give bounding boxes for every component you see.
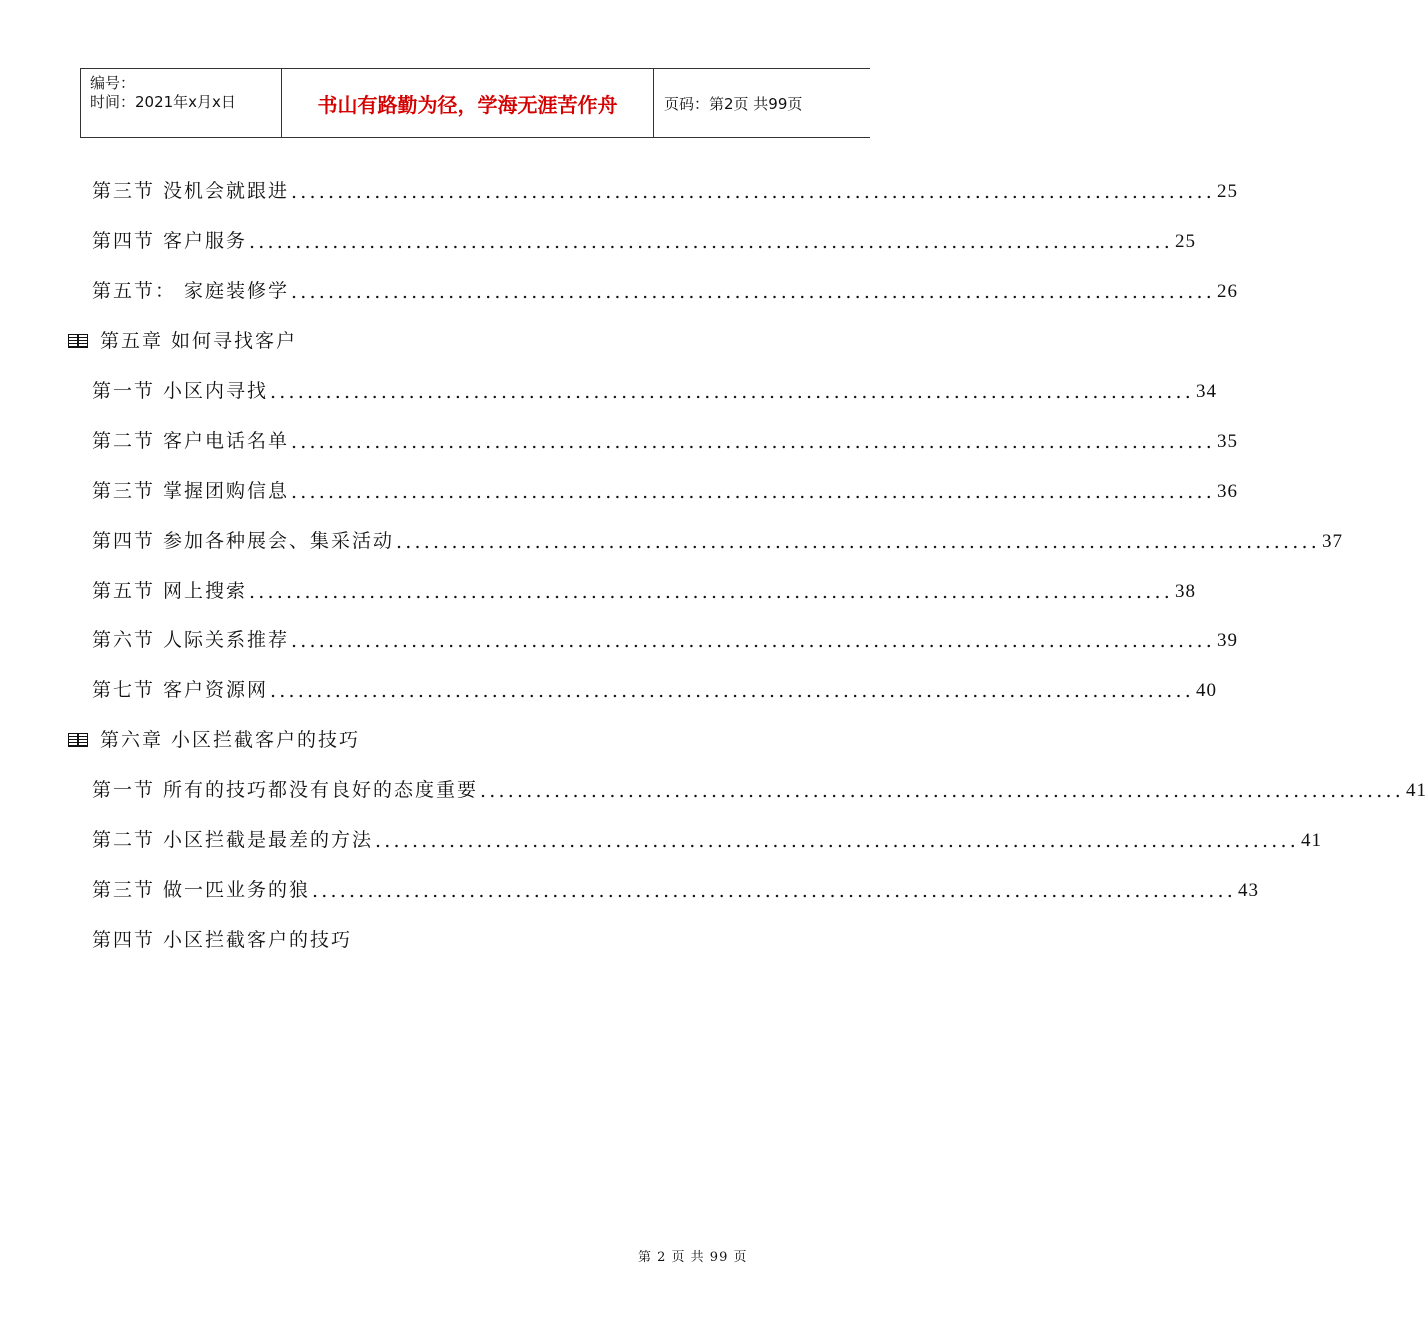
header-meta-cell	[80, 69, 282, 137]
toc-entry[interactable]	[92, 375, 1218, 403]
toc-entry-page: 41	[1406, 780, 1427, 801]
toc-leader-dots: ....................................................................................................	[291, 481, 1216, 503]
toc-entry-title: 第三节 掌握团购信息	[92, 480, 290, 502]
toc-entry-title: 第三节 没机会就跟进	[92, 180, 290, 202]
toc-entry[interactable]	[92, 225, 1197, 253]
toc-entry-page: 36	[1217, 481, 1239, 502]
page-footer: 第 2 页 共 99 页	[638, 1250, 748, 1265]
toc-leader-dots: ....................................................................................................	[375, 830, 1300, 852]
toc-entry-title: 第二节 客户电话名单	[92, 430, 290, 452]
toc-chapter[interactable]	[68, 724, 360, 752]
toc-chapter-title: 第五章 如何寻找客户	[100, 330, 298, 352]
toc-entry[interactable]	[92, 475, 1239, 503]
book-icon	[68, 334, 88, 348]
toc-leader-dots: ....................................................................................................	[270, 381, 1195, 403]
toc-entry-page: 26	[1217, 281, 1239, 302]
toc-entry-page: 25	[1217, 181, 1239, 202]
toc-leader-dots: ....................................................................................................	[291, 181, 1216, 203]
toc-entry-page: 34	[1196, 381, 1218, 402]
toc-leader-dots: ....................................................................................................	[249, 231, 1174, 253]
toc-leader-dots: ....................................................................................................	[480, 780, 1405, 802]
toc-entry[interactable]	[92, 175, 1239, 203]
toc-entry-page: 35	[1217, 431, 1239, 452]
header-number-label: 编号：	[90, 74, 136, 92]
toc-entry-title: 第四节 参加各种展会、集采活动	[92, 530, 395, 552]
toc-entry-page: 38	[1175, 581, 1197, 602]
toc-chapter-title: 第六章 小区拦截客户的技巧	[100, 729, 361, 751]
toc-entry[interactable]	[92, 525, 1344, 553]
toc-leader-dots: ....................................................................................................	[270, 680, 1195, 702]
toc-entry-title: 第三节 做一匹业务的狼	[92, 879, 311, 901]
toc-entry-page: 40	[1196, 680, 1218, 701]
toc-leader-dots: ....................................................................................................	[291, 630, 1216, 652]
toc-chapter[interactable]	[68, 325, 297, 353]
toc-entry-title: 第六节 人际关系推荐	[92, 629, 290, 651]
toc-entry[interactable]	[92, 774, 1427, 802]
toc-entry[interactable]	[92, 924, 738, 952]
toc-entry-title: 第七节 客户资源网	[92, 679, 269, 701]
toc-entry-title: 第五节： 家庭装修学	[92, 280, 290, 302]
toc-entry-page: 41	[1301, 830, 1323, 851]
book-icon	[68, 733, 88, 747]
toc-entry[interactable]	[92, 575, 1197, 603]
toc-entry-title: 第四节 小区拦截客户的技巧	[92, 929, 353, 951]
header-time-label: 时间：2021年x月x日	[90, 93, 236, 111]
toc-leader-dots: ....................................................................................................	[396, 531, 1321, 553]
toc-entry-title: 第一节 小区内寻找	[92, 380, 269, 402]
header-motto: 书山有路勤为径，学海无涯苦作舟	[282, 69, 654, 137]
toc-entry-title: 第一节 所有的技巧都没有良好的态度重要	[92, 779, 479, 801]
toc-entry[interactable]	[92, 275, 1239, 303]
header-page-info: 页码：第2页 共99页	[664, 94, 803, 113]
toc-entry[interactable]	[92, 674, 1218, 702]
toc-entry[interactable]	[92, 874, 1260, 902]
toc-entry-title: 第四节 客户服务	[92, 230, 248, 252]
toc-leader-dots: ....................................................................................................	[291, 431, 1216, 453]
page-header	[80, 68, 870, 138]
toc-entry-page: 25	[1175, 231, 1197, 252]
toc-entry[interactable]	[92, 824, 1323, 852]
toc-entry-page: 37	[1322, 531, 1344, 552]
toc-leader-dots: ....................................................................................................	[249, 581, 1174, 603]
toc-entry-title: 第二节 小区拦截是最差的方法	[92, 829, 374, 851]
toc-entry-page: 43	[1238, 880, 1260, 901]
toc-entry[interactable]	[92, 425, 1239, 453]
toc-entry[interactable]	[92, 624, 1239, 652]
toc-leader-dots: ....................................................................................................	[291, 281, 1216, 303]
toc-leader-dots: ....................................................................................................	[312, 880, 1237, 902]
toc-entry-page: 39	[1217, 630, 1239, 651]
toc-entry-title: 第五节 网上搜索	[92, 580, 248, 602]
